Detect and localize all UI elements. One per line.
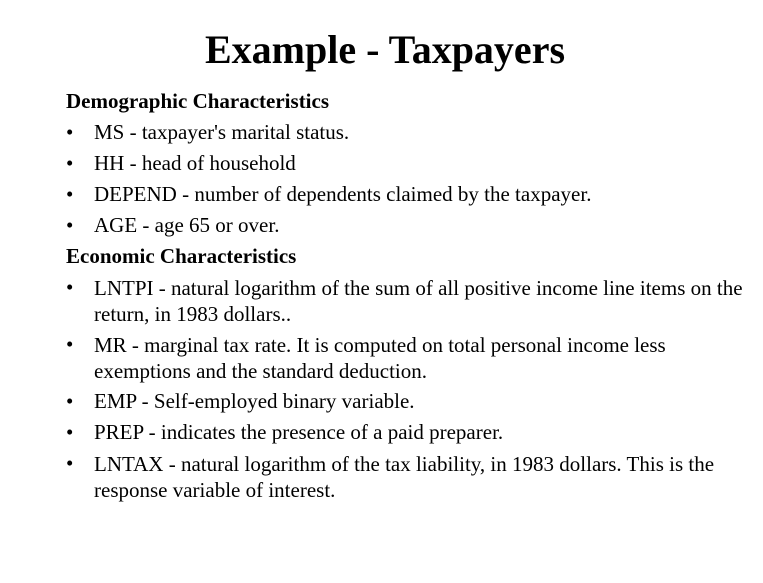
bullet-glyph: • [66, 420, 74, 444]
bullet-glyph: • [66, 182, 74, 206]
bullet-text: HH - head of household [94, 151, 296, 175]
bullet-text: LNTPI - natural logarithm of the sum of all positive income line items on the return, in 1983 dollars.. [94, 276, 743, 326]
bullet-item-prep [66, 417, 746, 448]
section-heading-economic: Economic Characteristics [66, 244, 297, 268]
bullet-glyph: • [66, 389, 74, 413]
bullet-glyph: • [66, 451, 74, 475]
bullet-item-depend [66, 179, 746, 210]
bullet-glyph: • [66, 213, 74, 237]
bullet-item-ms [66, 117, 746, 148]
bullet-glyph: • [66, 332, 74, 356]
bullet-item-hh [66, 148, 746, 179]
bullet-text: AGE - age 65 or over. [94, 213, 280, 237]
bullet-glyph: • [66, 275, 74, 299]
bullet-text: EMP - Self‑employed binary variable. [94, 389, 415, 413]
bullet-text: MS - taxpayer's marital status. [94, 120, 350, 144]
bullet-item-emp [66, 386, 746, 417]
bullet-text: PREP - indicates the presence of a paid preparer. [94, 420, 504, 444]
bullet-text: DEPEND - number of dependents claimed by the taxpayer. [94, 182, 592, 206]
bullet-text: LNTAX - natural logarithm of the tax liability, in 1983 dollars. This is the response variable of interest. [94, 452, 715, 502]
slide-title: Example - Taxpayers [204, 27, 566, 72]
bullet-item-lntpi [66, 272, 746, 329]
bullet-item-lntax [66, 448, 746, 505]
bullet-glyph: • [66, 151, 74, 175]
bullet-text: MR - marginal tax rate. It is computed on total personal income less exemptions and the standard deduction. [94, 333, 666, 383]
bullet-item-mr [66, 329, 746, 386]
section-heading-demographic: Demographic Characteristics [66, 89, 330, 113]
slide-content [66, 86, 746, 505]
bullet-glyph: • [66, 120, 74, 144]
bullet-item-age [66, 210, 746, 241]
